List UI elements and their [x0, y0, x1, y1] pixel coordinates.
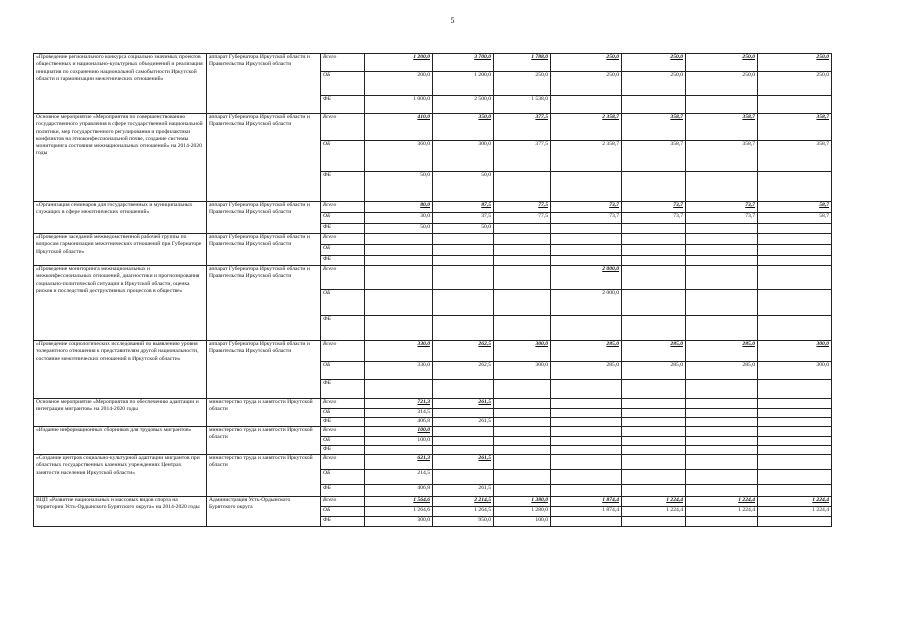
- amount-cell: [551, 256, 622, 266]
- activity-description: «Проведение социологических исследований по выявлению уровня толерантного отношения к представителям другой национальности, состояние межэтнических отношений в Иркутской области»: [34, 341, 207, 399]
- amount-cell: 285,0: [622, 341, 686, 362]
- amount-cell: 250,0: [758, 72, 832, 96]
- amount-cell: [551, 446, 622, 455]
- amount-cell: [758, 427, 832, 437]
- amount-cell: 77,5: [494, 202, 551, 213]
- funding-source: ФБ: [321, 418, 365, 427]
- amount-cell: [758, 409, 832, 418]
- amount-cell: 250,0: [494, 72, 551, 96]
- amount-cell: [686, 234, 758, 245]
- amount-cell: [494, 266, 551, 290]
- amount-cell: [686, 256, 758, 266]
- amount-cell: 406,8: [365, 418, 433, 427]
- amount-cell: 1 874,4: [551, 507, 622, 517]
- amount-cell: [758, 224, 832, 234]
- table-row: [34, 54, 832, 72]
- amount-cell: 300,0: [758, 341, 832, 362]
- amount-cell: [622, 256, 686, 266]
- amount-cell: [622, 96, 686, 114]
- funding-source: ОБ: [321, 213, 365, 224]
- amount-cell: [758, 418, 832, 427]
- amount-cell: 950,0: [433, 517, 494, 527]
- amount-cell: 1 200,0: [433, 72, 494, 96]
- amount-cell: 1 224,4: [758, 507, 832, 517]
- executor: аппарат Губернатора Иркутской области и Правительства Иркутской области: [207, 266, 321, 341]
- amount-cell: [433, 437, 494, 446]
- amount-cell: [433, 290, 494, 316]
- amount-cell: [758, 256, 832, 266]
- amount-cell: [433, 427, 494, 437]
- amount-cell: [494, 437, 551, 446]
- funding-source: ФБ: [321, 256, 365, 266]
- table-row: [34, 341, 832, 362]
- executor: министерство труда и занятости Иркутской области: [207, 427, 321, 455]
- amount-cell: [494, 409, 551, 418]
- amount-cell: [622, 224, 686, 234]
- amount-cell: [622, 399, 686, 409]
- amount-cell: [758, 316, 832, 341]
- funding-source: ФБ: [321, 446, 365, 455]
- funding-source: ФБ: [321, 316, 365, 341]
- executor: аппарат Губернатора Иркутской области и Правительства Иркутской области: [207, 341, 321, 399]
- amount-cell: 261,5: [433, 455, 494, 470]
- amount-cell: [758, 485, 832, 497]
- amount-cell: [494, 256, 551, 266]
- funding-source: ОБ: [321, 141, 365, 172]
- amount-cell: 1 224,4: [622, 507, 686, 517]
- amount-cell: 77,5: [494, 213, 551, 224]
- funding-source: ОБ: [321, 72, 365, 96]
- executor: аппарат Губернатора Иркутской области и Правительства Иркутской области: [207, 54, 321, 114]
- amount-cell: [494, 470, 551, 485]
- amount-cell: 285,0: [622, 362, 686, 380]
- amount-cell: [494, 172, 551, 202]
- amount-cell: [622, 470, 686, 485]
- funding-source: ФБ: [321, 96, 365, 114]
- amount-cell: 73,7: [622, 202, 686, 213]
- amount-cell: [622, 517, 686, 527]
- amount-cell: 100,0: [494, 517, 551, 527]
- amount-cell: [686, 245, 758, 256]
- amount-cell: [551, 418, 622, 427]
- amount-cell: 300,0: [758, 362, 832, 380]
- amount-cell: 261,5: [433, 485, 494, 497]
- table-row: [34, 266, 832, 290]
- amount-cell: [622, 437, 686, 446]
- amount-cell: [622, 485, 686, 497]
- amount-cell: [494, 446, 551, 455]
- activity-description: ВЦП «Развитие национальных и массовых видов спорта на территории Усть-Ордынского Бурятского округа» на 2014-2020 годы: [34, 497, 207, 527]
- amount-cell: 50,0: [365, 224, 433, 234]
- amount-cell: [365, 316, 433, 341]
- amount-cell: [494, 427, 551, 437]
- amount-cell: [551, 224, 622, 234]
- amount-cell: [365, 245, 433, 256]
- amount-cell: [494, 418, 551, 427]
- table-row: [34, 234, 832, 245]
- table-row: [34, 202, 832, 213]
- activity-description: «Проведение мониторинга межнациональных и межконфессиональных отношений, диагностики и прогнозирования социально-политической ситуации в Иркутской области, оценка рисков и последствий деструктивных процессов в обществе»: [34, 266, 207, 341]
- amount-cell: 250,0: [551, 54, 622, 72]
- executor: министерство труда и занятости Иркутской области: [207, 399, 321, 427]
- executor: аппарат Губернатора Иркутской области и Правительства Иркутской области: [207, 234, 321, 266]
- amount-cell: 73,7: [686, 213, 758, 224]
- amount-cell: [551, 96, 622, 114]
- amount-cell: 73,7: [622, 213, 686, 224]
- amount-cell: [686, 427, 758, 437]
- amount-cell: 250,0: [551, 72, 622, 96]
- activity-description: Основное мероприятие «Мероприятия по обеспечению адаптации и интеграции мигрантов» на 2014-2020 годы: [34, 399, 207, 427]
- table-row: [34, 399, 832, 409]
- amount-cell: 358,7: [758, 114, 832, 141]
- amount-cell: [758, 245, 832, 256]
- budget-table-body: [34, 54, 832, 527]
- amount-cell: [551, 455, 622, 470]
- amount-cell: [622, 245, 686, 256]
- amount-cell: 1 538,0: [494, 96, 551, 114]
- amount-cell: 2 000,0: [551, 290, 622, 316]
- amount-cell: [494, 485, 551, 497]
- amount-cell: [365, 290, 433, 316]
- amount-cell: 330,0: [365, 341, 433, 362]
- amount-cell: [551, 437, 622, 446]
- executor: Администрация Усть-Ордынского Бурятского округа: [207, 497, 321, 527]
- amount-cell: [433, 245, 494, 256]
- activity-description: «Издание информационных сборников для трудовых мигрантов»: [34, 427, 207, 455]
- funding-source: ОБ: [321, 409, 365, 418]
- amount-cell: [686, 399, 758, 409]
- amount-cell: [494, 380, 551, 399]
- amount-cell: [551, 399, 622, 409]
- amount-cell: [622, 409, 686, 418]
- amount-cell: [686, 409, 758, 418]
- amount-cell: 2 358,7: [551, 114, 622, 141]
- amount-cell: 3 700,0: [433, 54, 494, 72]
- activity-description: «Создание центров социально-культурной адаптации мигрантов при областных государственных казенных учреждениях Центрах занятости населения Иркутской области»: [34, 455, 207, 497]
- amount-cell: [622, 446, 686, 455]
- amount-cell: [686, 485, 758, 497]
- amount-cell: 285,0: [686, 341, 758, 362]
- amount-cell: [494, 316, 551, 341]
- amount-cell: 350,0: [433, 114, 494, 141]
- amount-cell: 1 280,0: [494, 507, 551, 517]
- executor: аппарат Губернатора Иркутской области и Правительства Иркутской области: [207, 202, 321, 234]
- amount-cell: [622, 316, 686, 341]
- amount-cell: [433, 316, 494, 341]
- amount-cell: [758, 290, 832, 316]
- amount-cell: 300,0: [433, 141, 494, 172]
- amount-cell: 250,0: [622, 54, 686, 72]
- amount-cell: [622, 172, 686, 202]
- amount-cell: [686, 446, 758, 455]
- funding-source: Всего: [321, 341, 365, 362]
- funding-source: ОБ: [321, 437, 365, 446]
- amount-cell: [551, 380, 622, 399]
- amount-cell: [758, 172, 832, 202]
- table-row: [34, 427, 832, 437]
- amount-cell: 1 224,4: [686, 507, 758, 517]
- amount-cell: [686, 470, 758, 485]
- amount-cell: [758, 380, 832, 399]
- amount-cell: 37,5: [433, 213, 494, 224]
- amount-cell: 250,0: [758, 54, 832, 72]
- amount-cell: [686, 517, 758, 527]
- amount-cell: 358,7: [622, 114, 686, 141]
- amount-cell: [433, 470, 494, 485]
- amount-cell: 358,7: [686, 141, 758, 172]
- amount-cell: 314,5: [365, 409, 433, 418]
- amount-cell: 214,5: [365, 470, 433, 485]
- amount-cell: [686, 172, 758, 202]
- amount-cell: 50,0: [433, 172, 494, 202]
- amount-cell: [622, 290, 686, 316]
- amount-cell: 1 788,0: [494, 54, 551, 72]
- amount-cell: [686, 290, 758, 316]
- activity-description: «Организация семинаров для государственных и муниципальных служащих в сфере межэтнических отношений»: [34, 202, 207, 234]
- activity-description: Основное мероприятие «Мероприятия по совершенствованию государственного управления в сфере государственной национальной политики, мер государственного регулирования и профилактики конфликтов на этноконфессиональной почве, создание системы мониторинга состояния межнациональных отношений» на 2014-2020 годы: [34, 114, 207, 202]
- amount-cell: [494, 399, 551, 409]
- amount-cell: [551, 485, 622, 497]
- amount-cell: [551, 172, 622, 202]
- amount-cell: [365, 380, 433, 399]
- amount-cell: 262,5: [433, 362, 494, 380]
- table-row: [34, 497, 832, 507]
- amount-cell: 377,5: [494, 141, 551, 172]
- amount-cell: 1 000,0: [365, 96, 433, 114]
- amount-cell: [433, 380, 494, 399]
- funding-source: Всего: [321, 455, 365, 470]
- amount-cell: [686, 224, 758, 234]
- amount-cell: 410,0: [365, 114, 433, 141]
- amount-cell: [758, 96, 832, 114]
- amount-cell: [758, 470, 832, 485]
- amount-cell: [686, 316, 758, 341]
- amount-cell: [686, 437, 758, 446]
- amount-cell: 262,5: [433, 341, 494, 362]
- amount-cell: [686, 266, 758, 290]
- funding-source: Всего: [321, 114, 365, 141]
- amount-cell: 300,0: [494, 341, 551, 362]
- funding-source: ОБ: [321, 362, 365, 380]
- amount-cell: [686, 380, 758, 399]
- amount-cell: [686, 418, 758, 427]
- amount-cell: 2 214,5: [433, 497, 494, 507]
- amount-cell: [686, 455, 758, 470]
- amount-cell: 1 224,4: [686, 497, 758, 507]
- funding-source: Всего: [321, 427, 365, 437]
- amount-cell: [622, 266, 686, 290]
- amount-cell: [622, 427, 686, 437]
- amount-cell: 2 000,0: [551, 266, 622, 290]
- amount-cell: [365, 256, 433, 266]
- amount-cell: [433, 234, 494, 245]
- funding-source: Всего: [321, 234, 365, 245]
- amount-cell: 73,7: [551, 202, 622, 213]
- amount-cell: 358,7: [622, 141, 686, 172]
- funding-source: ОБ: [321, 507, 365, 517]
- funding-source: ОБ: [321, 470, 365, 485]
- amount-cell: 1 224,4: [758, 497, 832, 507]
- amount-cell: [551, 245, 622, 256]
- amount-cell: 377,5: [494, 114, 551, 141]
- funding-source: ОБ: [321, 245, 365, 256]
- amount-cell: 2 500,0: [433, 96, 494, 114]
- amount-cell: 1 874,4: [551, 497, 622, 507]
- amount-cell: [758, 234, 832, 245]
- amount-cell: 261,5: [433, 418, 494, 427]
- funding-source: ФБ: [321, 172, 365, 202]
- activity-description: «Проведение регионального конкурса социально значимых проектов общественных и национально-культурных объединений и реализация инициатив по сохранению национальной самобытности Иркутской области и гармонизации межэтнических отношений»: [34, 54, 207, 114]
- amount-cell: [551, 427, 622, 437]
- amount-cell: 250,0: [686, 72, 758, 96]
- amount-cell: [433, 266, 494, 290]
- amount-cell: 406,8: [365, 485, 433, 497]
- amount-cell: [433, 409, 494, 418]
- amount-cell: 360,0: [365, 141, 433, 172]
- amount-cell: 30,0: [365, 213, 433, 224]
- amount-cell: 50,0: [365, 172, 433, 202]
- amount-cell: 300,0: [494, 362, 551, 380]
- amount-cell: 1 200,0: [365, 54, 433, 72]
- amount-cell: 87,5: [433, 202, 494, 213]
- table-row: [34, 114, 832, 141]
- amount-cell: [622, 234, 686, 245]
- amount-cell: [365, 266, 433, 290]
- amount-cell: [622, 418, 686, 427]
- amount-cell: 100,0: [365, 427, 433, 437]
- activity-description: «Проведение заседаний межведомственной рабочей группы по вопросам гармонизации межэтнических отношений при Губернаторе Иркутской области»: [34, 234, 207, 266]
- funding-source: ФБ: [321, 380, 365, 399]
- funding-source: ФБ: [321, 224, 365, 234]
- amount-cell: [494, 234, 551, 245]
- funding-source: ФБ: [321, 517, 365, 527]
- amount-cell: [551, 316, 622, 341]
- amount-cell: [758, 437, 832, 446]
- amount-cell: 1 264,5: [433, 507, 494, 517]
- amount-cell: 100,0: [365, 437, 433, 446]
- amount-cell: 250,0: [622, 72, 686, 96]
- amount-cell: 50,0: [433, 224, 494, 234]
- amount-cell: 300,0: [365, 517, 433, 527]
- amount-cell: 200,0: [365, 72, 433, 96]
- amount-cell: [551, 470, 622, 485]
- amount-cell: [758, 455, 832, 470]
- funding-source: ОБ: [321, 290, 365, 316]
- amount-cell: [758, 446, 832, 455]
- page-number: 5: [450, 16, 455, 25]
- amount-cell: [686, 96, 758, 114]
- funding-source: Всего: [321, 497, 365, 507]
- amount-cell: 330,0: [365, 362, 433, 380]
- amount-cell: 358,7: [758, 141, 832, 172]
- amount-cell: [758, 517, 832, 527]
- amount-cell: 358,7: [686, 114, 758, 141]
- amount-cell: 2 358,7: [551, 141, 622, 172]
- amount-cell: 250,0: [686, 54, 758, 72]
- amount-cell: 621,3: [365, 455, 433, 470]
- amount-cell: 285,0: [551, 362, 622, 380]
- amount-cell: [622, 455, 686, 470]
- table-row: [34, 455, 832, 470]
- amount-cell: 1 564,6: [365, 497, 433, 507]
- amount-cell: 721,3: [365, 399, 433, 409]
- funding-source: ФБ: [321, 485, 365, 497]
- amount-cell: [622, 380, 686, 399]
- amount-cell: 73,7: [686, 202, 758, 213]
- amount-cell: 261,5: [433, 399, 494, 409]
- amount-cell: 80,0: [365, 202, 433, 213]
- amount-cell: 58,7: [758, 213, 832, 224]
- funding-source: Всего: [321, 54, 365, 72]
- amount-cell: 1 224,4: [622, 497, 686, 507]
- amount-cell: 58,7: [758, 202, 832, 213]
- amount-cell: [494, 224, 551, 234]
- amount-cell: [551, 234, 622, 245]
- amount-cell: [758, 266, 832, 290]
- executor: аппарат Губернатора Иркутской области и Правительства Иркутской области: [207, 114, 321, 202]
- amount-cell: [551, 409, 622, 418]
- amount-cell: [433, 256, 494, 266]
- amount-cell: [494, 455, 551, 470]
- amount-cell: 285,0: [551, 341, 622, 362]
- amount-cell: [494, 290, 551, 316]
- amount-cell: [433, 446, 494, 455]
- amount-cell: 73,7: [551, 213, 622, 224]
- amount-cell: [758, 399, 832, 409]
- funding-source: Всего: [321, 202, 365, 213]
- amount-cell: [551, 517, 622, 527]
- amount-cell: 1 264,6: [365, 507, 433, 517]
- amount-cell: [365, 234, 433, 245]
- funding-source: Всего: [321, 399, 365, 409]
- budget-table: [33, 53, 832, 527]
- amount-cell: 285,0: [686, 362, 758, 380]
- amount-cell: 1 380,0: [494, 497, 551, 507]
- executor: министерство труда и занятости Иркутской области: [207, 455, 321, 497]
- funding-source: Всего: [321, 266, 365, 290]
- amount-cell: [365, 446, 433, 455]
- amount-cell: [494, 245, 551, 256]
